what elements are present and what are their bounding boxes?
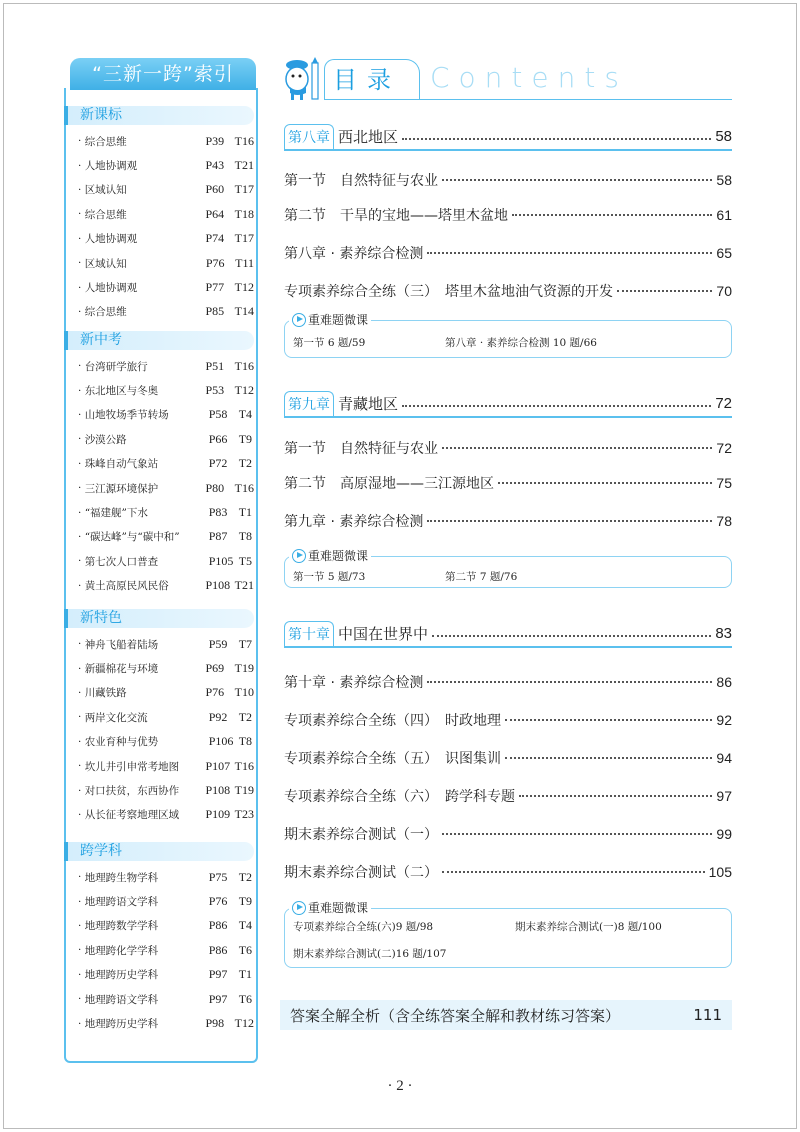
toc-entry[interactable] <box>284 281 732 301</box>
index-item-question: T14 <box>234 304 254 319</box>
index-item[interactable]: · “碳达峰”与“碳中和” P87 T8 <box>78 529 253 544</box>
play-icon <box>292 313 306 327</box>
index-item-page: P108 <box>205 783 231 798</box>
index-item-page: P74 <box>205 231 225 246</box>
index-item-topic: 地理跨语文学科 <box>84 993 159 1006</box>
index-item-question: T11 <box>235 255 254 270</box>
chapter-tag: 第九章 <box>284 391 334 417</box>
chapter-tag: 第十章 <box>284 621 334 647</box>
index-item-page: P58 <box>208 407 228 422</box>
toc-entry[interactable] <box>284 824 732 844</box>
chapter-heading[interactable] <box>284 390 732 418</box>
index-item-question: T19 <box>234 661 254 676</box>
index-item[interactable]: · 地理跨生物学科 P75 T2 <box>78 869 253 884</box>
index-item-topic: 地理跨化学学科 <box>84 944 159 957</box>
index-item-page: P72 <box>208 456 228 471</box>
index-section <box>68 609 254 827</box>
play-icon <box>292 549 306 563</box>
toc-subtitle: Contents <box>430 61 628 94</box>
index-item-topic: 第七次人口普查 <box>84 555 159 568</box>
index-item[interactable]: · 综合思维 P85 T14 <box>78 304 254 319</box>
index-item-topic: “福建舰”下水 <box>84 507 148 520</box>
answers-page: 111 <box>693 1006 722 1024</box>
index-item[interactable]: · 神舟飞船着陆场 P59 T7 <box>78 636 253 651</box>
micro-lesson-box <box>284 549 732 588</box>
chapter-page: 72 <box>715 394 732 412</box>
answers-label: 答案全解全析（含全练答案全解和教材练习答案） <box>290 1006 621 1025</box>
index-item[interactable]: · 综合思维 P64 T18 <box>78 206 254 221</box>
index-item[interactable]: · 综合思维 P39 T16 <box>78 133 254 148</box>
index-item-page: P59 <box>208 636 228 651</box>
index-item[interactable]: · 台湾研学旅行 P51 T16 <box>78 358 254 373</box>
index-item-topic: 地理跨生物学科 <box>84 871 159 884</box>
answers-entry[interactable] <box>280 1000 732 1030</box>
toc-entry[interactable] <box>284 710 732 730</box>
index-item-topic: 东北地区与冬奥 <box>84 385 159 398</box>
index-item-question: T21 <box>234 158 254 173</box>
mascot-icon <box>280 57 322 101</box>
toc-entry-page: 78 <box>716 513 732 529</box>
toc-entry-title: 第一节 自然特征与农业 <box>284 173 438 189</box>
index-item-page: P108 <box>205 578 231 593</box>
index-item-topic: 综合思维 <box>84 306 127 319</box>
index-item-question: T7 <box>238 636 253 651</box>
index-item-question: T4 <box>238 918 253 933</box>
index-item[interactable]: · 地理跨语文学科 P76 T9 <box>78 894 253 909</box>
index-item[interactable]: · 珠峰自动气象站 P72 T2 <box>78 456 253 471</box>
index-item-page: P75 <box>208 869 228 884</box>
index-item-page: P87 <box>208 529 228 544</box>
toc-entry-page: 86 <box>716 674 732 690</box>
index-item-topic: 区域认知 <box>84 184 127 197</box>
index-item-question: T2 <box>238 456 253 471</box>
toc-entry-page: 72 <box>716 440 732 456</box>
index-item-page: P80 <box>205 480 225 495</box>
index-item[interactable]: · 第七次人口普查 P105 T5 <box>78 553 253 568</box>
index-item-topic: 地理跨历史学科 <box>84 1018 159 1031</box>
index-section <box>68 331 254 598</box>
toc-entry[interactable] <box>284 786 732 806</box>
toc-entry-title: 第二节 高原湿地——三江源地区 <box>284 476 494 492</box>
toc-entry[interactable] <box>284 862 732 882</box>
index-item-page: P98 <box>205 1016 225 1031</box>
index-item-question: T6 <box>238 991 253 1006</box>
index-item-question: T8 <box>238 529 253 544</box>
index-item[interactable]: · 人地协调观 P43 T21 <box>78 158 254 173</box>
index-item-question: T12 <box>234 1016 254 1031</box>
index-item-page: P76 <box>205 255 225 270</box>
index-item-page: P76 <box>208 894 228 909</box>
micro-lesson-item[interactable]: 第二节 7 题/76 <box>445 571 518 583</box>
index-item-question: T1 <box>238 967 253 982</box>
index-item-topic: 三江源环境保护 <box>84 482 159 495</box>
index-item[interactable]: · 新疆棉花与环境 P69 T19 <box>78 661 254 676</box>
index-section <box>68 106 254 324</box>
index-item-topic: 珠峰自动气象站 <box>84 458 159 471</box>
toc-entry-title: 期末素养综合测试（一） <box>284 827 438 843</box>
toc-entry-page: 75 <box>716 475 732 491</box>
index-item-question: T16 <box>234 358 254 373</box>
index-item[interactable]: · 地理跨化学学科 P86 T6 <box>78 942 253 957</box>
chapter-page: 83 <box>715 624 732 642</box>
index-item-topic: 人地协调观 <box>84 160 138 173</box>
index-item-page: P107 <box>205 758 231 773</box>
micro-lesson-item[interactable]: 期末素养综合测试(一)8 题/100 <box>515 921 662 933</box>
header-divider <box>324 99 732 100</box>
chapter-title: 中国在世界中 <box>338 624 429 643</box>
index-item[interactable]: · 地理跨数学学科 P86 T4 <box>78 918 253 933</box>
index-item-topic: “碳达峰”与“碳中和” <box>84 531 180 544</box>
index-item[interactable]: · “福建舰”下水 P83 T1 <box>78 505 253 520</box>
toc-entry-page: 97 <box>716 788 732 804</box>
micro-lesson-item[interactable]: 第八章 · 素养综合检测 10 题/66 <box>445 337 597 349</box>
toc-entry-page: 92 <box>716 712 732 728</box>
index-item-topic: 综合思维 <box>84 208 127 221</box>
index-section-heading: 新课标 <box>68 106 254 125</box>
toc-entry-title: 第八章 · 素养综合检测 <box>284 246 424 262</box>
index-item-question: T9 <box>238 431 253 446</box>
index-item-question: T12 <box>234 383 254 398</box>
index-item[interactable]: · 东北地区与冬奥 P53 T12 <box>78 383 254 398</box>
toc-entry[interactable] <box>284 748 732 768</box>
micro-lesson-item[interactable]: 专项素养综合全练(六)9 题/98 <box>293 921 434 933</box>
toc-entry-title: 第九章 · 素养综合检测 <box>284 514 424 530</box>
index-item-question: T2 <box>238 709 253 724</box>
index-item[interactable]: · 川藏铁路 P76 T10 <box>78 685 254 700</box>
toc-entry-title: 第一节 自然特征与农业 <box>284 441 438 457</box>
index-item-question: T21 <box>234 578 254 593</box>
chapter-tag: 第八章 <box>284 124 334 150</box>
index-item-topic: 黄土高原民风民俗 <box>84 580 169 593</box>
index-item-question: T4 <box>238 407 253 422</box>
micro-lesson-item[interactable]: 第一节 5 题/73 <box>293 571 366 583</box>
micro-lesson-box <box>284 313 732 358</box>
index-item-page: P86 <box>208 918 228 933</box>
toc-entry[interactable] <box>284 511 732 531</box>
index-item-question: T16 <box>234 133 254 148</box>
index-item[interactable]: · 黄土高原民风民俗 P108 T21 <box>78 578 254 593</box>
index-item-page: P83 <box>208 505 228 520</box>
index-item-topic: 地理跨历史学科 <box>84 969 159 982</box>
index-item-topic: 新疆棉花与环境 <box>84 663 159 676</box>
index-item-question: T9 <box>238 894 253 909</box>
index-item[interactable]: · 地理跨历史学科 P97 T1 <box>78 967 253 982</box>
toc-entry[interactable] <box>284 205 732 225</box>
toc-entry-page: 99 <box>716 826 732 842</box>
toc-entry[interactable] <box>284 170 732 190</box>
toc-entry-page: 70 <box>716 283 732 299</box>
index-item-question: T8 <box>238 734 253 749</box>
toc-entry-page: 105 <box>708 864 732 880</box>
toc-entry-page: 61 <box>716 207 732 223</box>
toc-entry[interactable] <box>284 473 732 493</box>
index-item-page: P66 <box>208 431 228 446</box>
index-item[interactable]: · 地理跨历史学科 P98 T12 <box>78 1016 254 1031</box>
toc-entry-page: 94 <box>716 750 732 766</box>
index-item[interactable]: · 坎儿井引申常考地图 P107 T16 <box>78 758 254 773</box>
page-number: · 2 · <box>387 1078 413 1094</box>
index-item-topic: 从长征考察地理区域 <box>84 809 180 822</box>
index-item-topic: 农业育种与优势 <box>84 736 159 749</box>
index-item-question: T23 <box>234 807 254 822</box>
index-item-page: P77 <box>205 280 225 295</box>
chapter-title: 西北地区 <box>338 127 399 146</box>
index-item[interactable]: · 山地牧场季节转场 P58 T4 <box>78 407 253 422</box>
index-item-page: P97 <box>208 967 228 982</box>
index-item-page: P51 <box>205 358 225 373</box>
index-item[interactable]: · 沙漠公路 P66 T9 <box>78 431 253 446</box>
micro-lesson-label: 重难题微课 <box>308 549 369 563</box>
index-item-page: P39 <box>205 133 225 148</box>
index-item-question: T1 <box>238 505 253 520</box>
index-item-page: P106 <box>208 734 234 749</box>
index-item-question: T6 <box>238 942 253 957</box>
index-item-topic: 神舟飞船着陆场 <box>84 638 159 651</box>
toc-entry[interactable] <box>284 243 732 263</box>
index-item-question: T17 <box>234 182 254 197</box>
index-item-topic: 人地协调观 <box>84 282 138 295</box>
index-item-question: T5 <box>238 553 253 568</box>
index-item-topic: 山地牧场季节转场 <box>84 409 169 422</box>
index-item-question: T19 <box>234 783 254 798</box>
toc-entry-title: 第二节 干旱的宝地——塔里木盆地 <box>284 208 508 224</box>
index-section-heading: 新中考 <box>68 331 254 350</box>
toc-entry-title: 专项素养综合全练（五） 识图集训 <box>284 751 501 767</box>
index-item[interactable]: · 农业育种与优势 P106 T8 <box>78 734 253 749</box>
index-item-page: P85 <box>205 304 225 319</box>
index-item-page: P97 <box>208 991 228 1006</box>
index-item-page: P60 <box>205 182 225 197</box>
toc-entry-page: 65 <box>716 245 732 261</box>
index-item-page: P105 <box>208 553 234 568</box>
index-item-page: P69 <box>205 661 225 676</box>
toc-entry-title: 第十章 · 素养综合检测 <box>284 675 424 691</box>
toc-entry-title: 专项素养综合全练（四） 时政地理 <box>284 713 501 729</box>
index-item-topic: 沙漠公路 <box>84 433 127 446</box>
index-section-heading: 新特色 <box>68 609 254 628</box>
index-item[interactable]: · 人地协调观 P77 T12 <box>78 280 254 295</box>
index-item-page: P53 <box>205 383 225 398</box>
index-item-topic: 坎儿井引申常考地图 <box>84 760 180 773</box>
index-item-topic: 综合思维 <box>84 135 127 148</box>
index-item-question: T10 <box>234 685 254 700</box>
index-item[interactable]: · 区域认知 P76 T11 <box>78 255 254 270</box>
toc-entry[interactable] <box>284 438 732 458</box>
index-item-question: T2 <box>238 869 253 884</box>
index-item-topic: 台湾研学旅行 <box>84 360 148 373</box>
chapter-heading[interactable] <box>284 620 732 648</box>
index-item-page: P92 <box>208 709 228 724</box>
index-item-page: P109 <box>205 807 231 822</box>
toc-entry-title: 专项素养综合全练（三） 塔里木盆地油气资源的开发 <box>284 284 613 300</box>
index-item-question: T18 <box>234 206 254 221</box>
index-item[interactable]: · 区域认知 P60 T17 <box>78 182 254 197</box>
index-item-page: P86 <box>208 942 228 957</box>
toc-entry-page: 58 <box>716 172 732 188</box>
index-item-topic: 地理跨数学学科 <box>84 920 159 933</box>
toc-title: 目录 <box>324 59 420 99</box>
index-item-topic: 区域认知 <box>84 257 127 270</box>
index-item[interactable]: · 地理跨语文学科 P97 T6 <box>78 991 253 1006</box>
micro-lesson-label: 重难题微课 <box>308 313 369 327</box>
index-item-question: T16 <box>234 480 254 495</box>
chapter-title: 青藏地区 <box>338 394 399 413</box>
index-item-question: T12 <box>234 280 254 295</box>
index-item-page: P43 <box>205 158 225 173</box>
index-item[interactable]: · 从长征考察地理区域 P109 T23 <box>78 807 254 822</box>
micro-lesson-label: 重难题微课 <box>308 901 369 915</box>
micro-lesson-item[interactable]: 期末素养综合测试(二)16 题/107 <box>293 948 447 960</box>
index-item[interactable]: · 对口扶贫，东西协作 P108 T19 <box>78 783 254 798</box>
micro-lesson-item[interactable]: 第一节 6 题/59 <box>293 337 366 349</box>
toc-header <box>280 55 732 101</box>
index-item-topic: 两岸文化交流 <box>84 711 148 724</box>
chapter-heading[interactable] <box>284 123 732 151</box>
index-item[interactable]: · 三江源环境保护 P80 T16 <box>78 480 254 495</box>
toc-entry-title: 期末素养综合测试（二） <box>284 865 438 881</box>
micro-lesson-box <box>284 901 732 968</box>
index-item-question: T17 <box>234 231 254 246</box>
index-item-topic: 地理跨语文学科 <box>84 896 159 909</box>
toc-entry[interactable] <box>284 672 732 692</box>
index-title: “三新一跨”索引 <box>70 58 256 90</box>
index-item-question: T16 <box>234 758 254 773</box>
index-section <box>68 842 254 1036</box>
index-item[interactable]: · 两岸文化交流 P92 T2 <box>78 709 253 724</box>
index-item-topic: 川藏铁路 <box>84 687 127 700</box>
chapter-page: 58 <box>715 127 732 145</box>
index-item-page: P64 <box>205 206 225 221</box>
index-item-topic: 人地协调观 <box>84 233 138 246</box>
index-section-heading: 跨学科 <box>68 842 254 861</box>
toc-entry-title: 专项素养综合全练（六） 跨学科专题 <box>284 789 515 805</box>
play-icon <box>292 901 306 915</box>
index-item-page: P76 <box>205 685 225 700</box>
index-item[interactable]: · 人地协调观 P74 T17 <box>78 231 254 246</box>
index-item-topic: 对口扶贫，东西协作 <box>84 785 180 798</box>
